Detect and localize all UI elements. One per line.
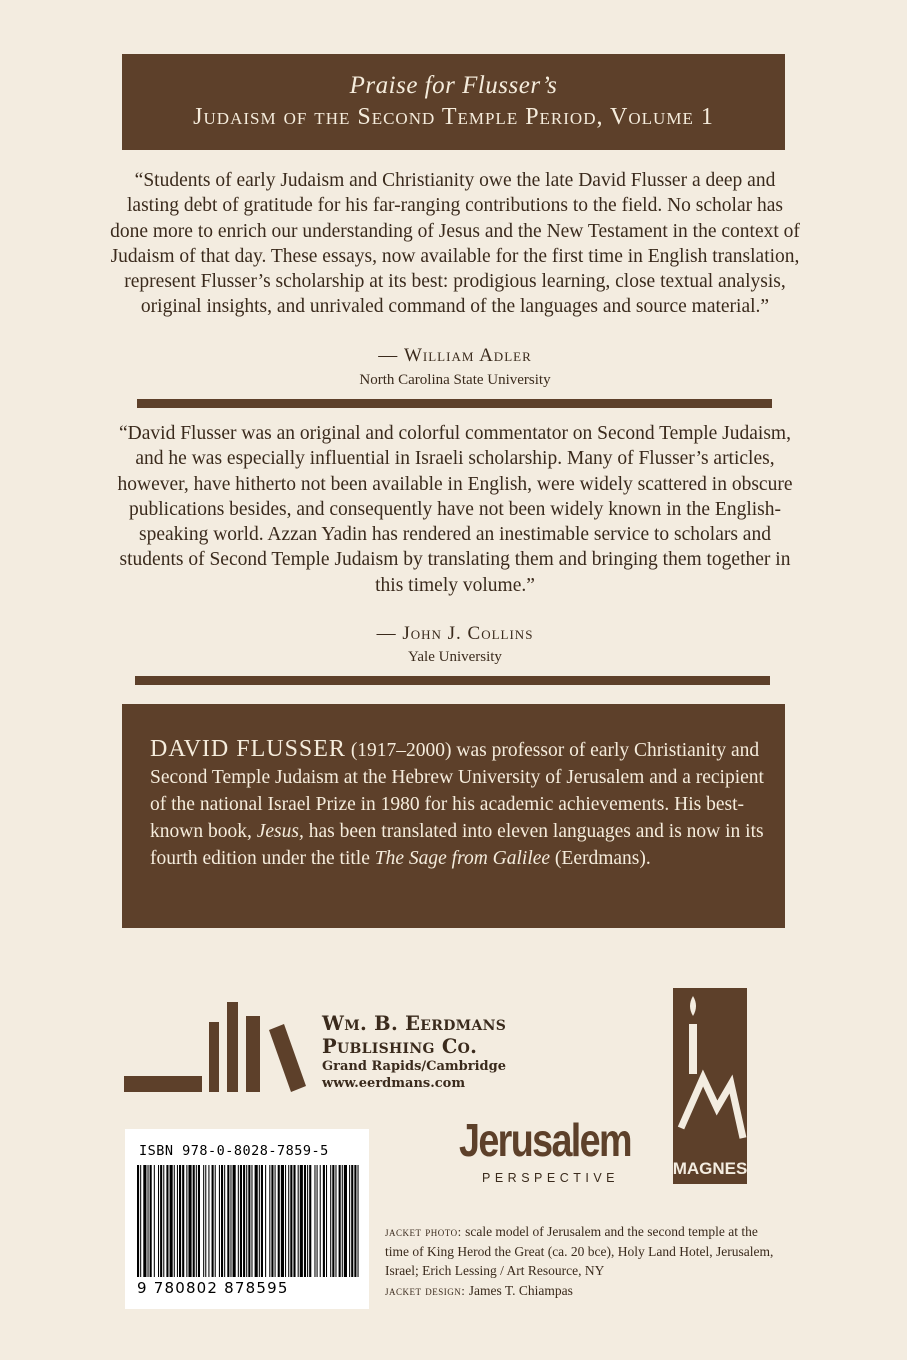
divider-rule (137, 399, 772, 408)
publisher-city: Grand Rapids/Cambridge (322, 1059, 507, 1074)
publisher-name (322, 1012, 506, 1092)
quote-collins-author (110, 623, 800, 645)
author-bio (150, 736, 770, 872)
quote-adler-author (110, 345, 800, 367)
photo-credit (385, 1222, 785, 1281)
bio-text: (1917–2000) was professor of early Christianity and Second Temple Judaism at the Hebrew University of Jerusalem and a recipient of the national Israel Prize in 1980 for his academic achievements. His best-known book, (150, 740, 764, 842)
praise-header (122, 54, 785, 150)
attribution-dash: — (376, 623, 403, 644)
book-title: Judaism of the Second Temple Period, Volume 1 (193, 104, 714, 130)
design-credit (385, 1281, 785, 1301)
quote-collins: “David Flusser was an original and colorful commentator on Second Temple Judaism, and he was especially influential in Israeli scholarship. Many of Flusser’s articles, however, have hitherto not been available in English, were widely scattered in obscure publications besides, and consequently have not been widely known in the English-speaking world. Azzan Yadin has rendered an inestimable service to scholars and students of Second Temple Judaism by translating them and bringing them together in this timely volume.” (117, 423, 793, 596)
publisher-line2: Publishing Co. (322, 1035, 478, 1058)
bio-text: (Eerdmans). (550, 848, 651, 869)
author-name: John J. Collins (402, 623, 534, 644)
credit-text: James T. Chiampas (465, 1282, 573, 1298)
attribution-dash: — (378, 345, 404, 366)
bio-text: has been translated into eleven languages and is now in its fourth edition under the title (150, 821, 764, 869)
perspective-text: PERSPECTIVE (482, 1171, 620, 1185)
bio-book-title: Jesus, (256, 821, 304, 842)
credit-label: jacket photo: (385, 1224, 462, 1239)
praise-header-line1: Praise for Flusser’s (349, 72, 558, 99)
divider-rule (135, 676, 770, 685)
jacket-credits (385, 1222, 785, 1300)
isbn-number: ISBN 978-0-8028-7859-5 (139, 1143, 329, 1159)
publisher-url: www.eerdmans.com (322, 1076, 466, 1091)
bio-book-title: The Sage from Galilee (374, 848, 551, 869)
quote-adler-institution: North Carolina State University (359, 372, 551, 388)
eerdmans-books-logo-icon (124, 1000, 309, 1096)
quote-adler: “Students of early Judaism and Christianity owe the late David Flusser a deep and lasting debt of gratitude for his far-ranging contributions to the field. No scholar has done more to enrich our understanding of Jesus and the New Testament in the context of Judaism of that day. These essays, now available for the first time in English translation, represent Flusser’s scholarship at its best: prodigious learning, close textual analysis, original insights, and unrivaled command of the languages and source material.” (110, 170, 800, 318)
credit-label: jacket design: (385, 1282, 466, 1298)
barcode-digits: 9 780802 878595 (137, 1279, 289, 1297)
credit-text: scale model of Jerusalem and the second temple at the time of King Herod the Great (ca. 20 bce), Holy Land Hotel, Jerusalem, Israel; Erich Lessing / Art Resource, NY (385, 1224, 774, 1278)
barcode-panel (125, 1129, 369, 1309)
quote-collins-institution: Yale University (408, 649, 502, 665)
barcode-icon (137, 1165, 359, 1281)
author-bio-box (122, 704, 785, 928)
magnes-logo-icon (673, 988, 747, 1184)
jerusalem-perspective-logo: Jerusalem (459, 1114, 631, 1166)
magnes-text: MAGNES (673, 1159, 747, 1178)
author-name: William Adler (403, 345, 532, 366)
bio-author-name: DAVID FLUSSER (150, 736, 346, 762)
publisher-line1: Wm. B. Eerdmans (322, 1012, 507, 1035)
